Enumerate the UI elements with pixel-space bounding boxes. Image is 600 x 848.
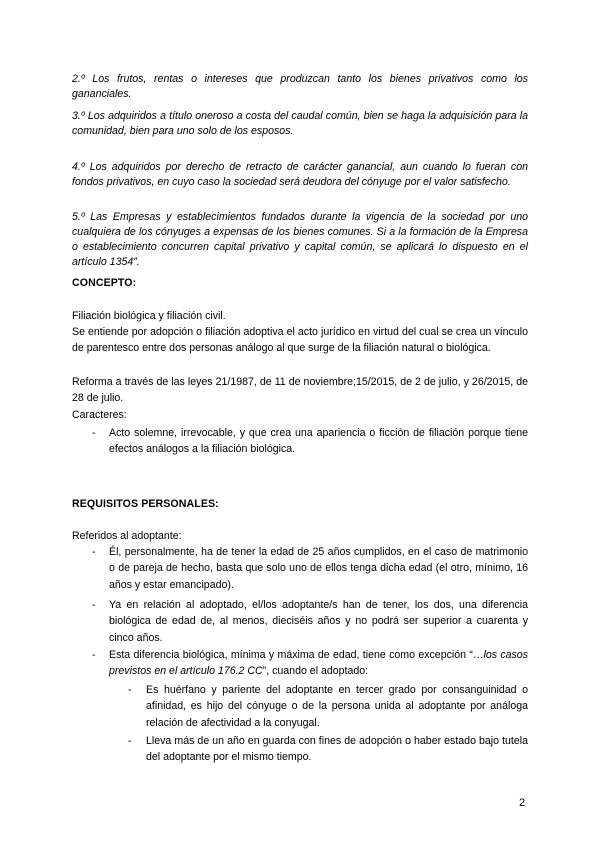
bullet-3-citation: los casos previstos en el artículo 176.2 CC	[109, 649, 528, 678]
paragraph-4: 4.º Los adquiridos por derecho de retracto de carácter ganancial, aun cuando lo fueran con fondos privativos, en cuyo caso la sociedad será deudora del cónyuge por el valor satisfecho.	[72, 161, 528, 188]
concepto-line-4: Caracteres:	[72, 409, 127, 421]
bullet-3-text-c: ”, cuando el adoptado:	[262, 665, 369, 678]
requisitos-bullet-1: Él, personalmente, ha de tener la edad de 25 años cumplidos, en el caso de matrimonio o de pareja de hecho, basta que solo uno de ellos tenga dicha edad (el otro, mínimo, 16 años y estar emancipado).	[109, 546, 528, 591]
sub-bullet-dash: -	[128, 684, 132, 696]
concepto-line-1: Filiación biológica y filiación civil.	[72, 310, 226, 322]
requisitos-heading: REQUISITOS PERSONALES:	[72, 498, 219, 510]
paragraph-2: 2.º Los frutos, rentas o intereses que produzcan tanto los bienes privativos como los gananciales.	[72, 73, 528, 100]
paragraph-5: 5.º Las Empresas y establecimientos fundados durante la vigencia de la sociedad por uno cualquiera de los cónyuges a expensas de los bienes comunes. Si a la formación de la Empresa o establecimiento concurren capital privativo y capital común, se aplicará lo dispuesto en el artículo 1354”.	[72, 211, 528, 268]
concepto-heading: CONCEPTO:	[72, 277, 137, 289]
requisitos-bullet-3	[109, 647, 528, 680]
requisitos-sub-bullet-2: Lleva más de un año en guarda con fines de adopción o haber estado bajo tutela del adoptante por el mismo tiempo.	[146, 735, 528, 764]
bullet-dash: -	[92, 599, 96, 611]
concepto-bullet-1: Acto solemne, irrevocable, y que crea una apariencia o ficción de filiación porque tiene efectos análogos a la filiación biológica.	[109, 427, 528, 456]
paragraph-3: 3.º Los adquiridos a título oneroso a costa del caudal común, bien se haga la adquisición para la comunidad, bien para uno solo de los esposos.	[72, 110, 528, 137]
bullet-dash: -	[92, 546, 96, 558]
concepto-line-3: Reforma a través de las leyes 21/1987, de 11 de noviembre;15/2015, de 2 de julio, y 26/2015, de 28 de julio.	[72, 376, 528, 405]
requisitos-intro: Referidos al adoptante:	[72, 530, 182, 542]
bullet-3-text-a: Esta diferencia biológica, mínima y máxima de edad, tiene como excepción “…	[109, 649, 484, 661]
bullet-dash: -	[92, 649, 96, 661]
page-number: 2	[519, 797, 526, 809]
requisitos-bullet-2: Ya en relación al adoptado, el/los adoptante/s han de tener, los dos, una diferencia biológica de edad de, al menos, dieciséis años y no podrá ser superior a cuarenta y cinco años.	[109, 599, 528, 644]
sub-bullet-dash: -	[128, 735, 132, 747]
bullet-dash: -	[92, 427, 96, 439]
concepto-line-2: Se entiende por adopción o filiación adoptiva el acto jurídico en virtud del cual se crea un vínculo de parentesco entre dos personas análogo al que surge de la filiación natural o biológica.	[72, 326, 528, 355]
requisitos-sub-bullet-1: Es huérfano y pariente del adoptante en tercer grado por consanguinidad o afinidad, es hijo del cónyuge o de la persona unida al adoptante por análoga relación de afectividad a la conyugal.	[146, 684, 528, 729]
